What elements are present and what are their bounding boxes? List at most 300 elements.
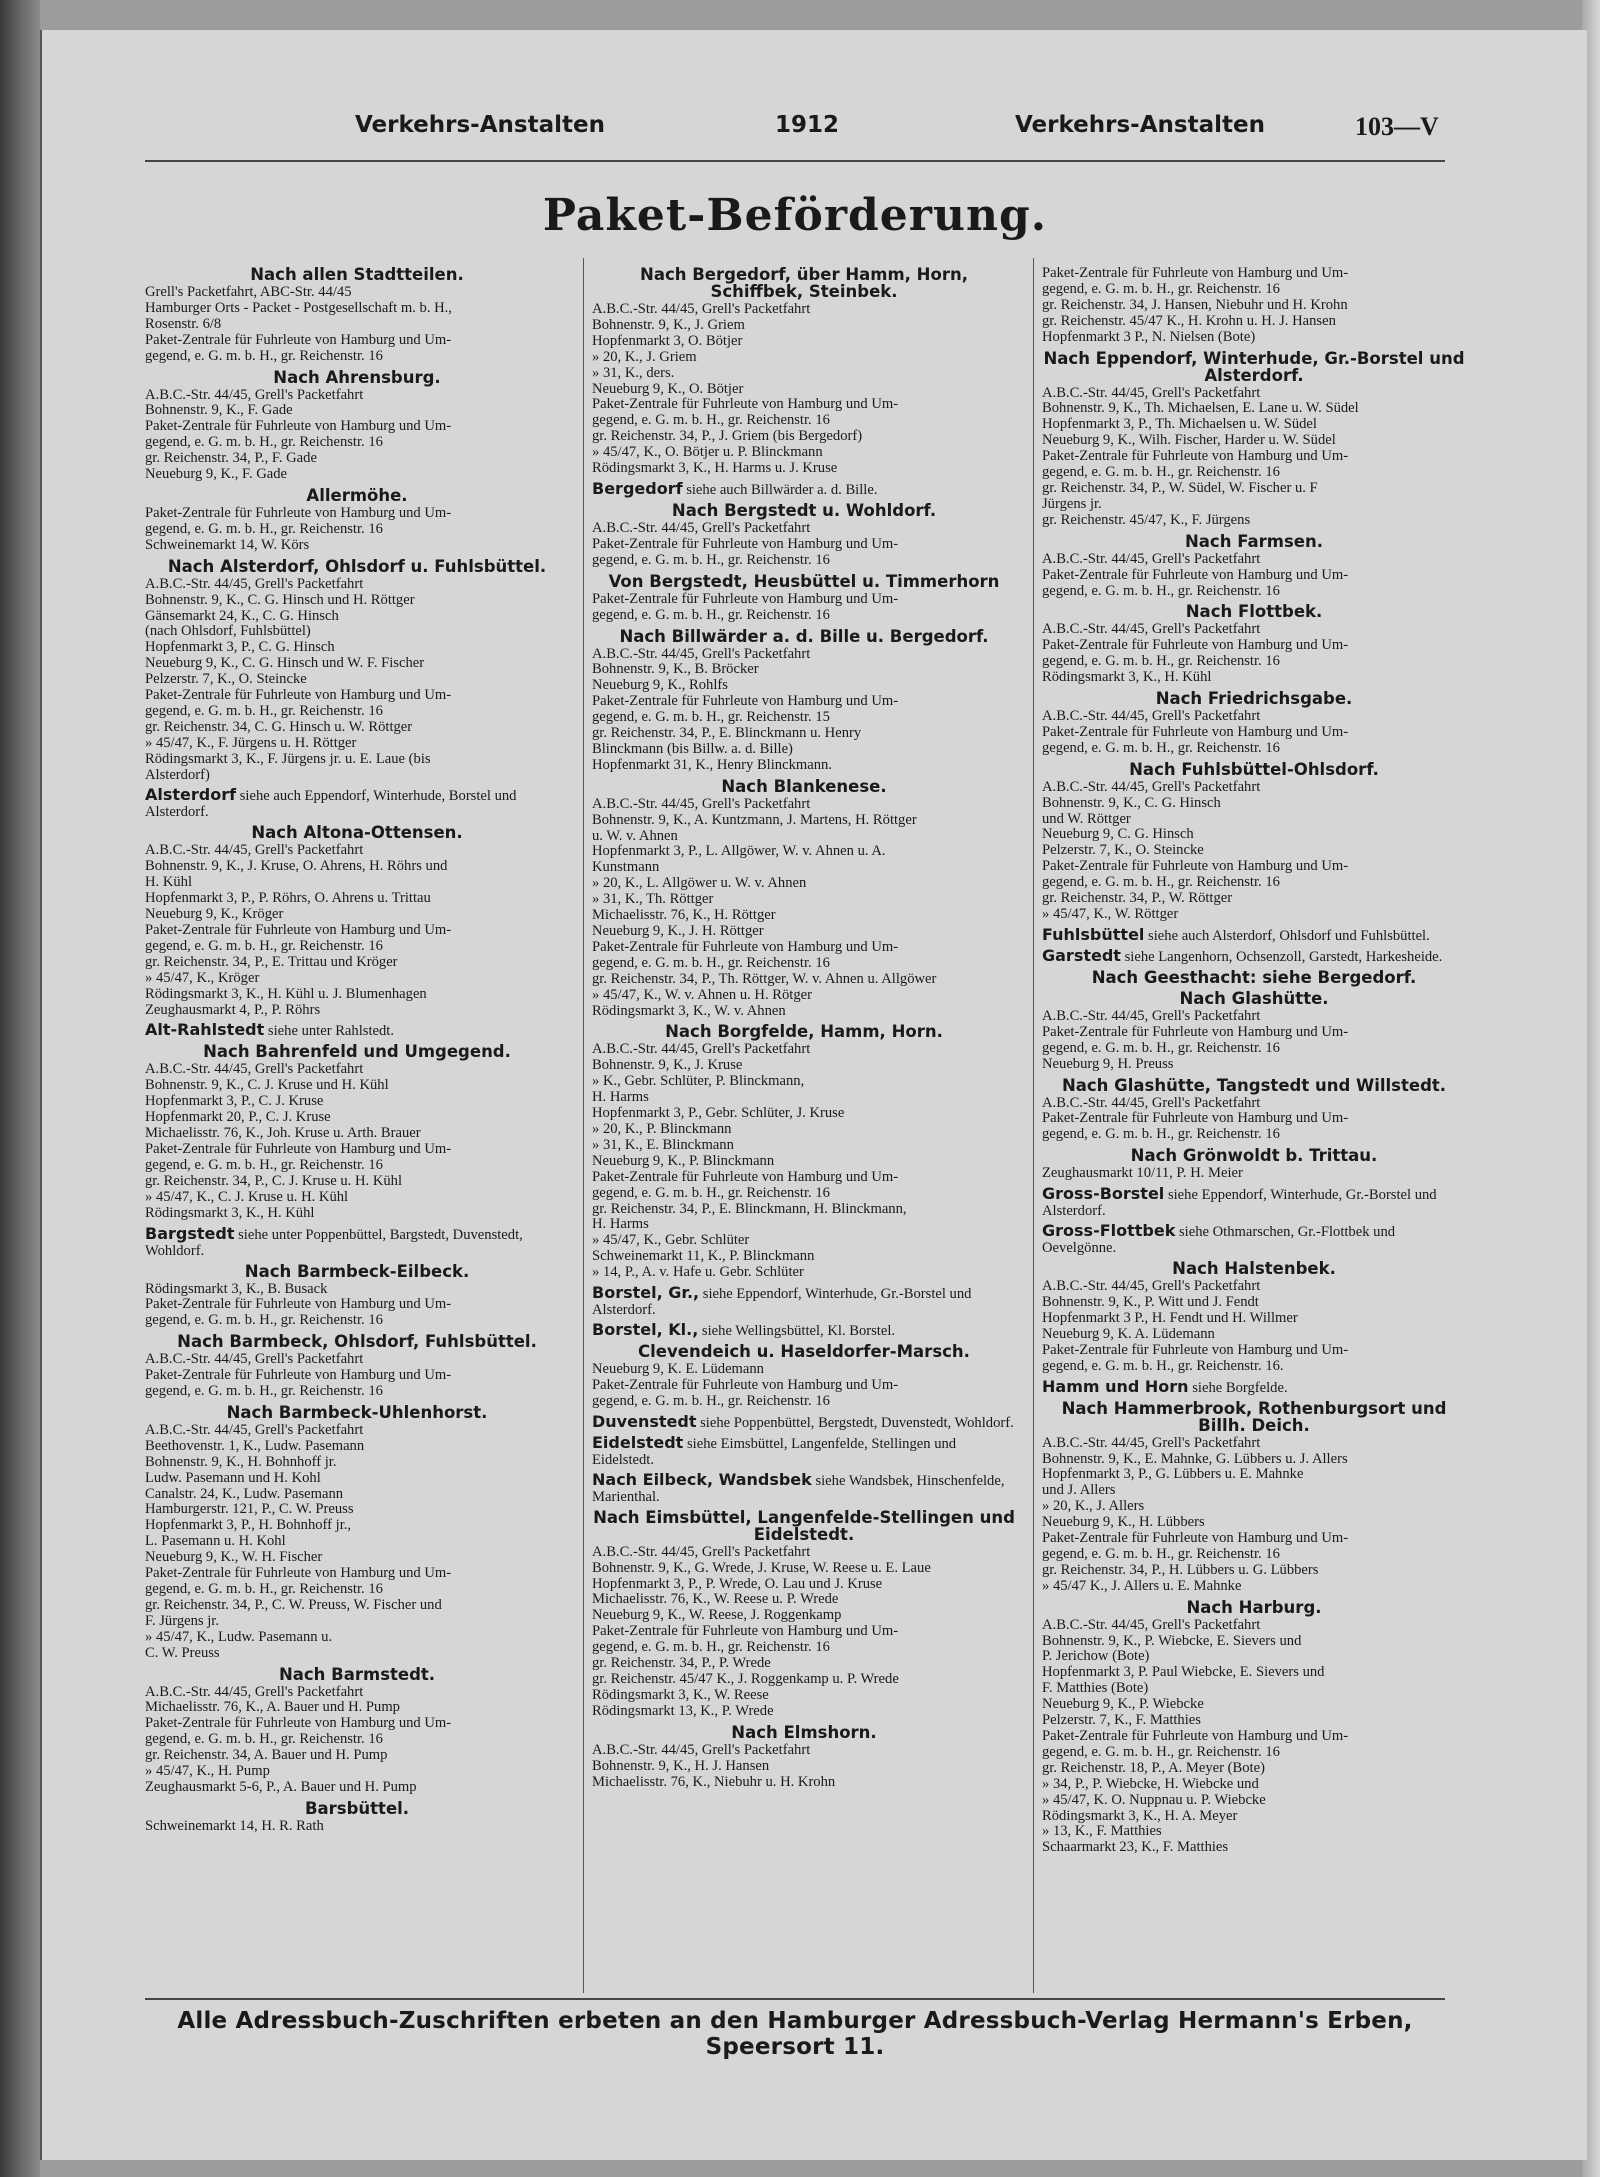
directory-entry: Neueburg 9, K., W. Reese, J. Roggenkamp [592,1607,842,1624]
directory-section [1042,1376,1466,1396]
cross-reference-text: siehe unter Poppenbüttel, Bargstedt, Duvenstedt, Wohldorf. [145,1226,523,1259]
directory-entry: Bohnenstr. 9, K., P. Witt und J. Fendt [1042,1294,1259,1311]
cross-reference-keyword: Eidelstedt [592,1432,684,1452]
directory-entry: Rödingsmarkt 3, K., H. Harms u. J. Kruse [592,460,838,477]
directory-entry: Pelzerstr. 7, K., O. Steincke [145,671,307,688]
directory-entry: gegend, e. G. m. b. H., gr. Reichenstr. 16 [592,1639,830,1656]
directory-entry: Canalstr. 24, K., Ludw. Pasemann [145,1485,344,1502]
directory-entry: Bohnenstr. 9, K., E. Mahnke, G. Lübbers u. J. Allers [1042,1450,1348,1467]
directory-entry: Neueburg 9, H. Preuss [1042,1055,1174,1072]
cross-reference-text: siehe Borgfelde. [1188,1379,1288,1396]
directory-entry: Paket-Zentrale für Fuhrleute von Hamburg und Um- [592,1376,899,1393]
directory-entry: gegend, e. G. m. b. H., gr. Reichenstr. 16 [145,520,383,537]
directory-section [592,502,1016,569]
directory-entry: Bohnenstr. 9, K., J. Kruse [592,1057,743,1074]
cross-reference-text: siehe Wandsbek, Hinschenfelde, Marienthal. [592,1472,1005,1505]
header-rule [145,160,1445,162]
cross-reference-text: siehe Langenhorn, Ochsenzoll, Garstedt, Harkesheide. [1120,948,1443,965]
directory-entry: A.B.C.-Str. 44/45, Grell's Packetfahrt [1042,1278,1261,1295]
directory-entry: Paket-Zentrale für Fuhrleute von Hamburg und Um- [1042,1728,1349,1744]
directory-entry: Hopfenmarkt 3, P., C. G. Hinsch [145,639,335,656]
directory-entry: Neueburg 9, K., Kröger [145,906,284,923]
directory-section [145,558,569,784]
directory-entry: gegend, e. G. m. b. H., gr. Reichenstr. 16 [145,1383,383,1400]
directory-entry: Neueburg 9, K., H. Lübbers [1042,1514,1205,1531]
directory-entry: Bohnenstr. 9, K., C. G. Hinsch und H. Röttger [145,591,415,608]
directory-entry: Paket-Zentrale für Fuhrleute von Hamburg und Um- [592,693,899,710]
directory-section [145,1263,569,1330]
directory-entry: Hopfenmarkt 3, P., C. J. Kruse [145,1093,324,1110]
section-heading: Nach Geesthacht: siehe Bergedorf. [1091,967,1417,987]
directory-entry: » 45/47 K., J. Allers u. E. Mahnke [1042,1577,1242,1594]
directory-entry: » 31, K., E. Blinckmann [592,1136,734,1153]
directory-entry: Paket-Zentrale für Fuhrleute von Hamburg und Um- [592,1623,899,1640]
directory-entry: gegend, e. G. m. b. H., gr. Reichenstr. 16 [592,1392,830,1409]
directory-entry: gegend, e. G. m. b. H., gr. Reichenstr. 16 [592,412,830,429]
section-heading: Nach Farmsen. [1184,531,1323,551]
section-heading: Nach Barmbeck-Eilbeck. [244,1261,470,1281]
directory-entry: Hopfenmarkt 3, P., L. Allgöwer, W. v. Ahnen u. A. [592,843,886,860]
directory-entry: » 20, K., L. Allgöwer u. W. v. Ahnen [592,875,807,892]
section-heading: Allermöhe. [306,485,408,505]
directory-entry: » 31, K., Th. Röttger [592,891,714,908]
directory-entry: Bohnenstr. 9, K., G. Wrede, J. Kruse, W. Reese u. E. Laue [592,1559,931,1576]
directory-entry: gegend, e. G. m. b. H., gr. Reichenstr. 15 [592,709,830,726]
directory-entry: A.B.C.-Str. 44/45, Grell's Packetfahrt [145,1421,364,1438]
directory-entry: Bohnenstr. 9, K., C. G. Hinsch [1042,794,1221,811]
cross-reference-text: siehe auch Alsterdorf, Ohlsdorf und Fuhlsbüttel. [1144,927,1430,944]
directory-entry: Hopfenmarkt 3, O. Bötjer [592,332,743,349]
directory-entry: gegend, e. G. m. b. H., gr. Reichenstr. 16 [145,1731,383,1748]
directory-entry: gr. Reichenstr. 34, P., P. Wrede [592,1655,771,1672]
directory-entry: A.B.C.-Str. 44/45, Grell's Packetfahrt [1042,550,1261,567]
directory-entry: Ludw. Pasemann und H. Kohl [145,1469,321,1486]
directory-entry: Paket-Zentrale für Fuhrleute von Hamburg und Um- [1042,566,1349,583]
directory-entry: Blinckmann (bis Billw. a. d. Bille) [592,740,793,757]
directory-entry: Hamburgerstr. 121, P., C. W. Preuss [145,1501,354,1518]
directory-entry: gr. Reichenstr. 34, P., Th. Röttger, W. v. Ahnen u. Allgöwer [592,970,937,987]
directory-entry: gegend, e. G. m. b. H., gr. Reichenstr. 16 [592,954,830,971]
directory-entry: Paket-Zentrale für Fuhrleute von Hamburg und Um- [145,1715,452,1732]
directory-entry: gr. Reichenstr. 18, P., A. Meyer (Bote) [1042,1759,1265,1776]
directory-entry: Paket-Zentrale für Fuhrleute von Hamburg und Um- [592,535,899,552]
cross-reference-keyword: Borstel, Kl., [592,1320,699,1340]
section-heading: Nach Bahrenfeld und Umgegend. [203,1042,511,1062]
directory-entry: gegend, e. G. m. b. H., gr. Reichenstr. 16 [592,1184,830,1201]
directory-entry: u. W. v. Ahnen [592,827,678,844]
column-2 [592,262,1016,1992]
cross-reference-text: siehe Othmarschen, Gr.-Flottbek und Oevelgönne. [1042,1224,1396,1257]
section-heading: Nach Hammerbrook, Rothenburgsort und Billh. Deich. [1061,1398,1447,1435]
directory-section [1042,1077,1466,1144]
section-heading: Nach Barmbeck-Uhlenhorst. [226,1402,488,1422]
directory-entry: P. Jerichow (Bote) [1042,1648,1150,1665]
directory-section [1042,1147,1466,1182]
directory-entry: und J. Allers [1042,1482,1116,1499]
directory-entry: Neueburg 9, K., P. Blinckmann [592,1152,775,1169]
directory-entry: (nach Ohlsdorf, Fuhlsbüttel) [145,623,311,640]
cross-reference-keyword: Hamm und Horn [1042,1376,1189,1396]
directory-entry: Beethovenstr. 1, K., Ludw. Pasemann [145,1437,365,1454]
directory-entry: Hopfenmarkt 3, P., G. Lübbers u. E. Mahnke [1042,1466,1304,1483]
running-head-year: 1912 [775,112,840,138]
directory-section [145,787,569,820]
directory-entry: » 45/47, K., O. Bötjer u. P. Blinckmann [592,444,823,461]
directory-entry: gr. Reichenstr. 34, P., E. Trittau und Kröger [145,953,398,970]
directory-section [592,1285,1016,1318]
directory-entry: Rödingsmarkt 13, K., P. Wrede [592,1702,774,1719]
directory-section [1042,945,1466,965]
directory-entry: » 45/47, K., Ludw. Pasemann u. [145,1628,333,1645]
cross-reference-text: siehe Wellingsbüttel, Kl. Borstel. [698,1323,896,1340]
section-heading: Nach Altona-Ottensen. [251,823,463,843]
directory-entry: gegend, e. G. m. b. H., gr. Reichenstr. 16 [145,347,383,364]
directory-entry: Bohnenstr. 9, K., A. Kuntzmann, J. Martens, H. Röttger [592,811,917,828]
directory-section [145,1022,569,1039]
directory-entry: gr. Reichenstr. 34, P., F. Gade [145,450,317,467]
directory-entry: A.B.C.-Str. 44/45, Grell's Packetfahrt [592,1543,811,1560]
directory-entry: Paket-Zentrale für Fuhrleute von Hamburg und Um- [592,396,899,413]
cross-reference-text: siehe Poppenbüttel, Bergstedt, Duvenstedt, Wohldorf. [696,1414,1014,1431]
directory-entry: Hopfenmarkt 20, P., C. J. Kruse [145,1109,331,1126]
section-heading: Nach Bergedorf, über Hamm, Horn, Schiffbek, Steinbek. [640,265,968,301]
directory-entry: Grell's Packetfahrt, ABC-Str. 44/45 [145,284,352,300]
directory-entry: C. W. Preuss [145,1644,220,1661]
directory-section [592,1724,1016,1791]
directory-entry: » 45/47, K. O. Nuppnau u. P. Wiebcke [1042,1791,1266,1808]
section-heading: Nach Grönwoldt b. Trittau. [1130,1146,1378,1166]
directory-section [592,1411,1016,1431]
directory-entry: Paket-Zentrale für Fuhrleute von Hamburg und Um- [1042,1530,1349,1547]
directory-entry: Schweinemarkt 14, H. R. Rath [145,1817,324,1834]
section-heading: Nach Glashütte, Tangstedt und Willstedt. [1061,1075,1447,1095]
column-1 [145,262,569,1992]
directory-entry: » 45/47, K., C. J. Kruse u. H. Kühl [145,1188,349,1205]
directory-section [145,369,569,483]
directory-entry: Rödingsmarkt 3, K., W. Reese [592,1686,769,1703]
cross-reference-keyword: Alsterdorf [145,785,237,805]
directory-entry: Rödingsmarkt 3, K., F. Jürgens jr. u. E. Laue (bis [145,750,431,767]
section-heading: Nach Halstenbek. [1172,1259,1336,1279]
directory-entry: Zeughausmarkt 10/11, P. H. Meier [1042,1165,1243,1182]
cross-reference-text: siehe Eimsbüttel, Langenfelde, Stellingen und Eidelstedt. [592,1435,957,1468]
directory-entry: Hopfenmarkt 3, P., Th. Michaelsen u. W. Südel [1042,416,1317,433]
directory-entry: Schweinemarkt 14, W. Körs [145,536,310,553]
directory-section [1042,533,1466,600]
directory-entry: » 20, K., J. Allers [1042,1498,1145,1515]
directory-entry: gegend, e. G. m. b. H., gr. Reichenstr. 16 [1042,1126,1280,1143]
directory-entry: Paket-Zentrale für Fuhrleute von Hamburg und Um- [1042,265,1349,281]
directory-entry: Paket-Zentrale für Fuhrleute von Hamburg und Um- [1042,1023,1349,1040]
directory-entry: A.B.C.-Str. 44/45, Grell's Packetfahrt [592,301,811,317]
directory-entry: Neueburg 9, K., P. Wiebcke [1042,1696,1204,1713]
directory-entry: A.B.C.-Str. 44/45, Grell's Packetfahrt [145,1351,364,1368]
directory-section [1042,350,1466,529]
directory-section [145,1666,569,1796]
directory-entry: Paket-Zentrale für Fuhrleute von Hamburg und Um- [145,504,452,521]
directory-section [592,1469,1016,1505]
directory-section [1042,1186,1466,1219]
directory-entry: gegend, e. G. m. b. H., gr. Reichenstr. 16. [1042,1357,1284,1374]
directory-entry: Bohnenstr. 9, K., H. Bohnhoff jr. [145,1453,337,1470]
directory-entry: » 45/47, K., H. Pump [145,1763,270,1780]
directory-entry: Rosenstr. 6/8 [145,315,222,332]
directory-section [145,266,569,365]
directory-entry: Paket-Zentrale für Fuhrleute von Hamburg und Um- [145,418,452,435]
directory-entry: Neueburg 9, C. G. Hinsch [1042,826,1194,843]
directory-section [145,1043,569,1221]
directory-entry: L. Pasemann u. H. Kohl [145,1533,286,1550]
directory-section [1042,969,1466,986]
directory-entry: Hamburger Orts - Packet - Postgesellschaft m. b. H., [145,299,452,316]
page-title: Paket-Beförderung. [542,190,1048,241]
column-rule [1033,258,1034,1993]
directory-entry: Gänsemarkt 24, K., C. G. Hinsch [145,607,339,624]
section-heading: Nach Harburg. [1186,1597,1322,1617]
directory-entry: gegend, e. G. m. b. H., gr. Reichenstr. 16 [145,1312,383,1329]
section-heading: Nach Elmshorn. [731,1722,877,1742]
directory-entry: Paket-Zentrale für Fuhrleute von Hamburg und Um- [145,331,452,348]
directory-entry: Rödingsmarkt 3, K., H. A. Meyer [1042,1807,1238,1824]
directory-entry: A.B.C.-Str. 44/45, Grell's Packetfahrt [592,519,811,536]
cross-reference-keyword: Bargstedt [145,1223,235,1243]
directory-entry: Michaelisstr. 76, K., W. Reese u. P. Wrede [592,1591,839,1608]
cross-reference-keyword: Duvenstedt [592,1411,697,1431]
directory-entry: gr. Reichenstr. 34, P., E. Blinckmann, H. Blinckmann, [592,1200,907,1217]
section-heading: Nach Eppendorf, Winterhude, Gr.-Borstel und Alsterdorf. [1043,348,1465,385]
section-heading: Nach Flottbek. [1185,602,1323,622]
directory-entry: Bohnenstr. 9, K., P. Wiebcke, E. Sievers und [1042,1632,1302,1649]
directory-entry: A.B.C.-Str. 44/45, Grell's Packetfahrt [1042,384,1261,401]
directory-entry: Hopfenmarkt 3, P., Gebr. Schlüter, J. Kruse [592,1105,845,1122]
directory-entry: Zeughausmarkt 4, P., P. Röhrs [145,1001,321,1018]
directory-entry: Paket-Zentrale für Fuhrleute von Hamburg und Um- [145,687,452,704]
directory-entry: Paket-Zentrale für Fuhrleute von Hamburg und Um- [1042,1110,1349,1127]
directory-entry: Bohnenstr. 9, K., Th. Michaelsen, E. Lane u. W. Südel [1042,400,1359,417]
directory-entry: A.B.C.-Str. 44/45, Grell's Packetfahrt [1042,1007,1261,1024]
directory-entry: A.B.C.-Str. 44/45, Grell's Packetfahrt [1042,1094,1261,1111]
directory-entry: Hopfenmarkt 3 P., H. Fendt und H. Willmer [1042,1309,1298,1326]
directory-entry: » 45/47, K., Gebr. Schlüter [592,1232,750,1249]
section-heading: Clevendeich u. Haseldorfer-Marsch. [638,1342,970,1362]
directory-entry: gr. Reichenstr. 34, P., W. Südel, W. Fischer u. F [1042,479,1318,496]
directory-entry: Hopfenmarkt 3, P., H. Bohnhoff jr., [145,1517,352,1534]
directory-entry: A.B.C.-Str. 44/45, Grell's Packetfahrt [592,795,811,812]
directory-entry: » 31, K., ders. [592,364,675,381]
directory-section [145,1404,569,1662]
directory-entry: » 34, P., P. Wiebcke, H. Wiebcke und [1042,1775,1259,1792]
section-heading: Nach Friedrichsgabe. [1155,689,1353,709]
directory-entry: » 45/47, K., W. Röttger [1042,906,1179,922]
directory-entry: gegend, e. G. m. b. H., gr. Reichenstr. 16 [1042,653,1280,670]
directory-entry: Rödingsmarkt 3, K., W. v. Ahnen [592,1002,786,1019]
directory-entry: Hopfenmarkt 3, P., P. Wrede, O. Lau und J. Kruse [592,1575,883,1592]
directory-entry: Rödingsmarkt 3, K., H. Kühl [1042,669,1212,686]
directory-entry: Paket-Zentrale für Fuhrleute von Hamburg und Um- [592,938,899,955]
section-heading: Barsbüttel. [304,1798,410,1818]
directory-section [592,1509,1016,1720]
cross-reference-keyword: Garstedt [1042,945,1121,965]
directory-entry: gr. Reichenstr. 45/47 K., H. Krohn u. H. J. Hansen [1042,312,1336,329]
section-heading: Nach Eimsbüttel, Langenfelde-Stellingen und Eidelstedt. [593,1507,1015,1544]
directory-entry: A.B.C.-Str. 44/45, Grell's Packetfahrt [145,1061,364,1078]
directory-section [592,573,1016,624]
section-heading: Nach Bergstedt u. Wohldorf. [671,500,937,520]
directory-entry: Pelzerstr. 7, K., F. Matthies [1042,1712,1201,1729]
directory-section [1042,1400,1466,1595]
directory-entry: A.B.C.-Str. 44/45, Grell's Packetfahrt [1042,621,1261,638]
cross-reference-keyword: Bergedorf [592,478,683,498]
directory-section [145,824,569,1018]
directory-section [592,266,1016,477]
section-heading: Nach Alsterdorf, Ohlsdorf u. Fuhlsbüttel. [167,556,547,576]
directory-entry: gegend, e. G. m. b. H., gr. Reichenstr. 16 [592,551,830,568]
directory-section [1042,1223,1466,1256]
directory-entry: » 45/47, K., F. Jürgens u. H. Röttger [145,734,357,751]
running-head-right: Verkehrs-Anstalten [1015,112,1265,138]
directory-section [145,1800,569,1835]
directory-entry: Michaelisstr. 76, K., A. Bauer und H. Pump [145,1699,400,1716]
directory-entry: Michaelisstr. 76, K., Niebuhr u. H. Krohn [592,1773,836,1790]
cross-reference-keyword: Gross-Flottbek [1042,1221,1176,1241]
directory-entry: Neueburg 9, K., O. Bötjer [592,380,744,397]
section-heading: Nach Ahrensburg. [273,367,441,387]
directory-entry: gr. Reichenstr. 34, P., E. Blinckmann u. Henry [592,725,862,742]
directory-entry: Kunstmann [592,859,660,876]
directory-entry: A.B.C.-Str. 44/45, Grell's Packetfahrt [145,842,364,859]
directory-section [592,1343,1016,1410]
directory-entry: gr. Reichenstr. 34, P., C. W. Preuss, W. Fischer und [145,1596,442,1613]
directory-section [592,1322,1016,1339]
column-3 [1042,262,1466,1992]
directory-entry: Neueburg 9, K., Rohlfs [592,677,728,694]
directory-section [1042,603,1466,686]
section-heading: Nach Blankenese. [721,776,887,796]
directory-entry: gegend, e. G. m. b. H., gr. Reichenstr. 16 [145,1156,383,1173]
directory-section [592,478,1016,498]
directory-entry: gr. Reichenstr. 34, P., J. Griem (bis Bergedorf) [592,428,863,445]
cross-reference-text: siehe Eppendorf, Winterhude, Gr.-Borstel und Alsterdorf. [1042,1187,1437,1220]
directory-entry: Paket-Zentrale für Fuhrleute von Hamburg und Um- [145,922,452,938]
directory-section [1042,690,1466,757]
section-heading: Nach Glashütte. [1179,988,1329,1008]
cross-reference-text: siehe unter Rahlstedt. [264,1023,394,1040]
directory-entry: gr. Reichenstr. 45/47 K., J. Roggenkamp u. P. Wrede [592,1671,899,1687]
directory-entry: gegend, e. G. m. b. H., gr. Reichenstr. 16 [1042,874,1280,891]
directory-entry: gegend, e. G. m. b. H., gr. Reichenstr. 16 [1042,1545,1280,1562]
cross-reference-text: siehe Eppendorf, Winterhude, Gr.-Borstel und Alsterdorf. [592,1286,972,1319]
directory-entry: Hopfenmarkt 3 P., N. Nielsen (Bote) [1042,328,1256,345]
footer-rule [145,1998,1445,2000]
directory-entry: H. Harms [592,1216,649,1233]
directory-entry: A.B.C.-Str. 44/45, Grell's Packetfahrt [145,1683,364,1700]
column-rule [583,258,584,1993]
directory-entry: gegend, e. G. m. b. H., gr. Reichenstr. 16 [145,1581,383,1597]
section-heading: Nach Fuhlsbüttel-Ohlsdorf. [1129,759,1379,779]
directory-entry: gegend, e. G. m. b. H., gr. Reichenstr. 16 [1042,280,1280,297]
directory-entry: Bohnenstr. 9, K., C. J. Kruse und H. Kühl [145,1077,389,1094]
directory-entry: gr. Reichenstr. 34, P., H. Lübbers u. G. Lübbers [1042,1561,1319,1578]
directory-entry: » 45/47, K., Kröger [145,969,260,986]
cross-reference-keyword: Nach Eilbeck, Wandsbek [592,1469,812,1489]
directory-entry: Paket-Zentrale für Fuhrleute von Hamburg und Um- [1042,858,1349,875]
directory-section [1042,1260,1466,1374]
directory-entry: Schweinemarkt 11, K., P. Blinckmann [592,1248,815,1265]
directory-entry: Zeughausmarkt 5-6, P., A. Bauer und H. Pump [145,1778,417,1795]
section-heading: Nach Billwärder a. d. Bille u. Bergedorf. [619,626,989,646]
directory-entry: » 45/47, K., W. v. Ahnen u. H. Rötger [592,986,812,1003]
directory-entry: gegend, e. G. m. b. H., gr. Reichenstr. 16 [592,606,830,623]
directory-entry: gr. Reichenstr. 34, A. Bauer und H. Pump [145,1747,388,1764]
directory-entry: gegend, e. G. m. b. H., gr. Reichenstr. 16 [145,434,383,451]
directory-entry: Michaelisstr. 76, K., H. Röttger [592,907,776,924]
directory-entry: gegend, e. G. m. b. H., gr. Reichenstr. 16 [1042,464,1280,481]
directory-section [145,487,569,554]
directory-entry: Paket-Zentrale für Fuhrleute von Hamburg und Um- [145,1565,452,1582]
directory-entry: » 14, P., A. v. Hafe u. Gebr. Schlüter [592,1264,804,1281]
directory-entry: F. Matthies (Bote) [1042,1680,1149,1697]
directory-entry: gegend, e. G. m. b. H., gr. Reichenstr. 16 [1042,582,1280,599]
directory-section [1042,924,1466,944]
directory-section [592,628,1016,774]
directory-entry: Rödingsmarkt 3, K., H. Kühl [145,1204,315,1221]
directory-entry: gegend, e. G. m. b. H., gr. Reichenstr. 16 [1042,1039,1280,1056]
section-heading: Nach Borgfelde, Hamm, Horn. [665,1022,943,1042]
directory-entry: A.B.C.-Str. 44/45, Grell's Packetfahrt [1042,1616,1261,1633]
directory-entry: gegend, e. G. m. b. H., gr. Reichenstr. 16 [145,937,383,954]
directory-entry: Neueburg 9, K., F. Gade [145,466,288,483]
directory-entry: F. Jürgens jr. [145,1612,219,1629]
directory-entry: Hopfenmarkt 3, P., P. Röhrs, O. Ahrens u. Trittau [145,890,431,907]
directory-entry: Neueburg 9, K. A. Lüdemann [1042,1325,1215,1342]
directory-entry: Paket-Zentrale für Fuhrleute von Hamburg und Um- [1042,637,1349,654]
directory-entry: Rödingsmarkt 3, K., H. Kühl u. J. Blumenhagen [145,985,427,1002]
directory-entry: » K., Gebr. Schlüter, P. Blinckmann, [592,1073,805,1090]
directory-entry: gr. Reichenstr. 45/47, K., F. Jürgens [1042,511,1251,528]
directory-entry: Paket-Zentrale für Fuhrleute von Hamburg und Um- [1042,723,1349,740]
directory-entry: Bohnenstr. 9, K., J. Kruse, O. Ahrens, H. Röhrs und [145,858,448,875]
directory-section [1042,266,1466,346]
directory-entry: Paket-Zentrale für Fuhrleute von Hamburg und Um- [145,1140,452,1157]
cross-reference-keyword: Gross-Borstel [1042,1184,1165,1204]
directory-entry: Neueburg 9, K., Wilh. Fischer, Harder u. W. Südel [1042,432,1336,449]
cross-reference-text: siehe auch Billwärder a. d. Bille. [682,481,878,498]
directory-entry: A.B.C.-Str. 44/45, Grell's Packetfahrt [592,1741,811,1758]
section-heading: Nach Barmstedt. [278,1664,436,1684]
directory-entry: Paket-Zentrale für Fuhrleute von Hamburg und Um- [1042,448,1349,465]
directory-entry: A.B.C.-Str. 44/45, Grell's Packetfahrt [592,645,811,662]
left-page-edge [0,0,40,2177]
directory-entry: Bohnenstr. 9, K., B. Bröcker [592,661,759,678]
cross-reference-text: siehe auch Eppendorf, Winterhude, Borstel und Alsterdorf. [145,788,517,821]
directory-entry: A.B.C.-Str. 44/45, Grell's Packetfahrt [145,386,364,403]
directory-entry: » 13, K., F. Matthies [1042,1823,1162,1840]
directory-entry: A.B.C.-Str. 44/45, Grell's Packetfahrt [1042,1434,1261,1451]
directory-entry: und W. Röttger [1042,810,1131,827]
section-heading: Nach Barmbeck, Ohlsdorf, Fuhlsbüttel. [177,1332,537,1352]
directory-entry: » 20, K., J. Griem [592,348,697,365]
directory-entry: Neueburg 9, K., W. H. Fischer [145,1549,323,1566]
page-number: 103—V [1355,112,1439,141]
section-heading: Nach allen Stadtteilen. [250,265,464,284]
directory-entry: Paket-Zentrale für Fuhrleute von Hamburg und Um- [145,1367,452,1384]
directory-entry: H. Kühl [145,874,193,891]
directory-entry: Neueburg 9, K. E. Lüdemann [592,1361,764,1378]
directory-entry: gegend, e. G. m. b. H., gr. Reichenstr. 16 [1042,1743,1280,1760]
directory-section [592,1023,1016,1281]
directory-entry: gr. Reichenstr. 34, C. G. Hinsch u. W. Röttger [145,718,413,735]
directory-section [145,1333,569,1400]
